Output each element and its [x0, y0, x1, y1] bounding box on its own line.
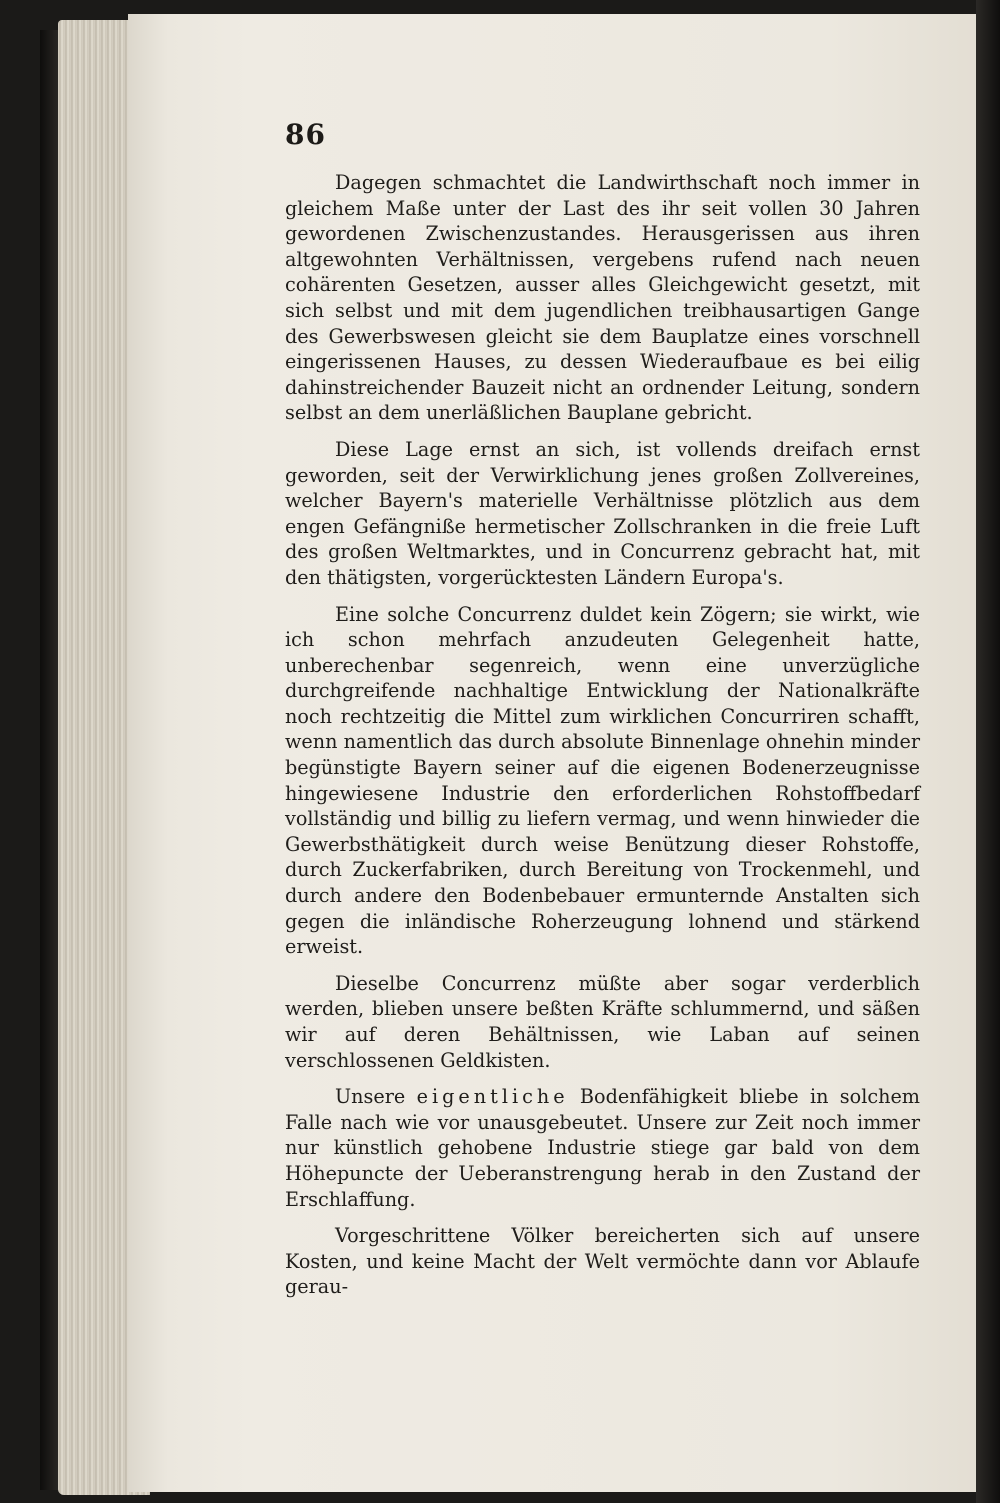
paragraph-2: Diese Lage ernst an sich, ist vollends dreifach ernst geworden, seit der Verwirklichung jenes großen Zollvereines, welcher Bayern's materielle Verhältnisse plötzlich aus dem engen Gefängniße hermetischer Zollschranken in die freie Luft des großen Weltmarktes, und in Concurrenz gebracht hat, mit den thätigsten, vorgerücktesten Ländern Europa's.: [285, 437, 920, 589]
paragraph-3: Eine solche Concurrenz duldet kein Zögern; sie wirkt, wie ich schon mehrfach anzudeuten Gelegenheit hatte, unberechenbar segenreich, wenn eine unverzügliche durchgreifende nachhaltige Entwicklung der Nationalkräfte noch rechtzeitig die Mittel zum wirklichen Concurriren schafft, wenn namentlich das durch absolute Binnenlage ohnehin minder begünstigte Bayern seiner auf die eigenen Bodenerzeugnisse hingewiesene Industrie den erforderlichen Rohstoffbedarf vollständig und billig zu liefern vermag, und wenn hinwieder die Gewerbsthätigkeit durch weise Benützung dieser Rohstoffe, durch Zuckerfabriken, durch Bereitung von Trockenmehl, und durch andere den Bodenbebauer ermunternde Anstalten sich gegen die inländische Roherzeugung lohnend und stärkend erweist.: [285, 602, 920, 959]
emphasized-word: eigentliche: [416, 1085, 569, 1109]
paragraph-5-start: Unsere: [335, 1085, 406, 1109]
body-text: [285, 170, 920, 1311]
paragraph-6: Vorgeschrittene Völker bereicherten sich auf unsere Kosten, und keine Macht der Welt vermöchte dann vor Ablaufe gerau-: [285, 1224, 920, 1299]
paragraph-4: Dieselbe Concurrenz müßte aber sogar verderblich werden, blieben unsere beßten Kräfte schlummernd, und säßen wir auf deren Behältnissen, wie Laban auf seinen verschlossenen Geldkisten.: [285, 971, 920, 1072]
page-number: 86: [285, 118, 326, 151]
paragraph-1: Dagegen schmachtet die Landwirthschaft noch immer in gleichem Maße unter der Last des ihr seit vollen 30 Jahren gewordenen Zwischenzustandes. Herausgerissen aus ihren altgewohnten Verhältnissen, vergebens rufend nach neuen cohärenten Gesetzen, ausser alles Gleichgewicht gesetzt, mit sich selbst und mit dem jugendlichen treibhausartigen Gange des Gewerbswesen gleicht sie dem Bauplatze eines vorschnell eingerissenen Hauses, zu dessen Wiederaufbaue es bei eilig dahinstreichender Bauzeit nicht an ordnender Leitung, sondern selbst an dem unerläßlichen Bauplane gebricht.: [285, 171, 920, 425]
scan-border: [976, 0, 1000, 1503]
paragraph-5-rest: Bodenfähigkeit bliebe in solchem Falle nach wie vor unausgebeutet. Unsere zur Zeit noch immer nur künstlich gehobene Industrie stiege gar bald von dem Höhepuncte der Ueberanstrengung herab in den Zustand der Erschlaffung.: [285, 1085, 920, 1211]
paragraph-5: [285, 1084, 920, 1212]
